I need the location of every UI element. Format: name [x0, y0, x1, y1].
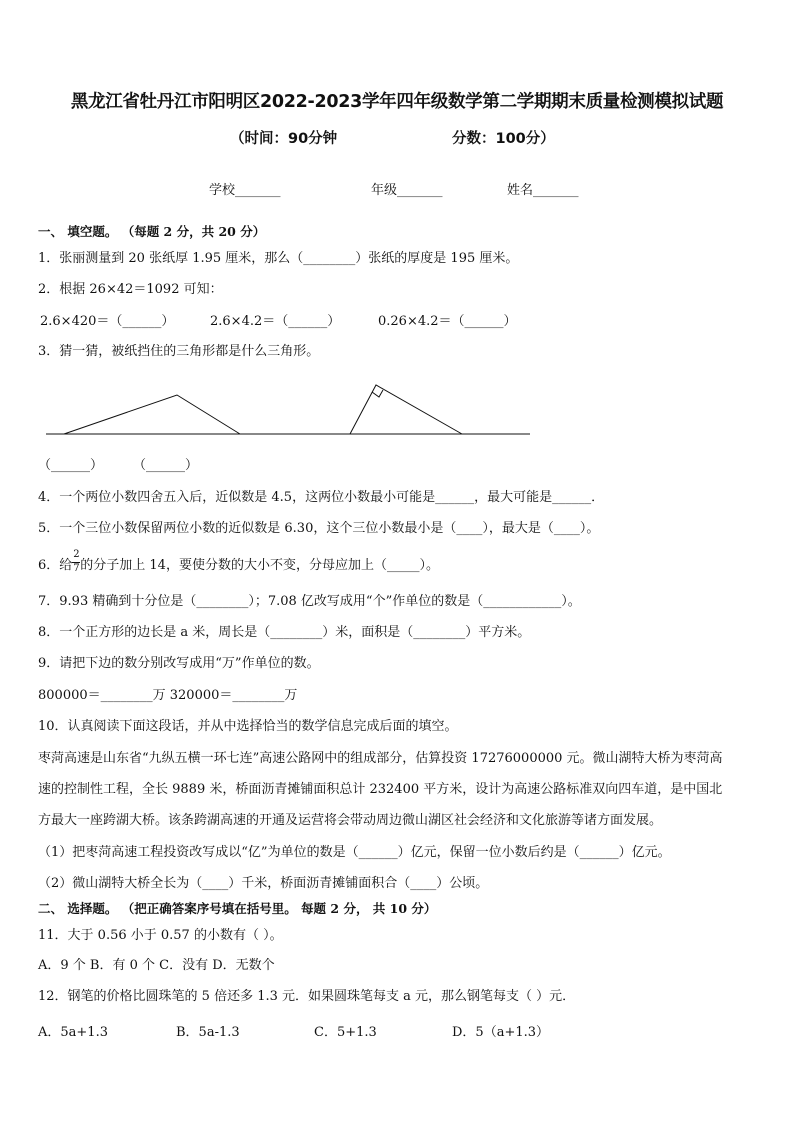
question-10-part-1: （1）把枣菏高速工程投资改写成以“亿”为单位的数是（______）亿元，保留一位小数后约是（______）亿元。 — [38, 845, 671, 860]
obtuse-triangle-hint — [64, 395, 240, 434]
question-2c[interactable]: 0.26×4.2＝（______） — [378, 314, 517, 329]
question-1: 1．张丽测量到 20 张纸厚 1.95 厘米，那么（________）张纸的厚度是 195 厘米。 — [38, 251, 519, 266]
question-5: 5．一个三位小数保留两位小数的近似数是 6.30，这个三位小数最小是（____），最大是（____）。 — [38, 521, 600, 536]
question-6 — [38, 549, 439, 574]
question-10: 10．认真阅读下面这段话，并从中选择恰当的数学信息完成后面的填空。 — [38, 719, 458, 734]
exam-score: 分数：100分） — [452, 131, 555, 147]
right-angle-mark — [372, 390, 383, 397]
question-7: 7．9.93 精确到十分位是（________）；7.08 亿改写成用“个”作单位的数是（____________）。 — [38, 594, 581, 609]
question-11: 11．大于 0.56 小于 0.57 的小数有（ ）。 — [38, 928, 283, 943]
section-1-heading: 一、 填空题。 （每题 2 分，共 20 分） — [38, 224, 266, 239]
grade-field[interactable]: 年级_______ — [371, 183, 443, 198]
question-9-answers[interactable]: 800000＝________万 320000＝________万 — [38, 688, 298, 703]
question-9: 9．请把下边的数分别改写成用“万”作单位的数。 — [38, 656, 320, 671]
right-triangle-hint — [350, 385, 462, 434]
name-field[interactable]: 姓名_______ — [507, 183, 579, 198]
fraction-two-sevenths — [72, 549, 80, 574]
triangle-figures — [0, 378, 794, 444]
question-3: 3．猜一猜，被纸挡住的三角形都是什么三角形。 — [38, 344, 320, 359]
question-2b[interactable]: 2.6×4.2＝（______） — [210, 314, 341, 329]
fraction-denominator: 7 — [73, 563, 80, 574]
exam-title: 黑龙江省牡丹江市阳明区2022-2023学年四年级数学第二学期期末质量检测模拟试题 — [70, 92, 724, 112]
question-2: 2．根据 26×42＝1092 可知： — [38, 282, 223, 297]
question-10-part-2: （2）微山湖特大桥全长为（____）千米，桥面沥青摊铺面积合（____）公顷。 — [38, 876, 489, 891]
question-4: 4．一个两位小数四舍五入后，近似数是 4.5，这两位小数最小可能是______，最大可能是______． — [38, 490, 605, 505]
section-2-heading: 二、 选择题。 （把正确答案序号填在括号里。 每题 2 分， 共 10 分） — [38, 901, 437, 916]
question-12-option-c[interactable]: C．5+1.3 — [314, 1025, 377, 1040]
question-3b-answer[interactable]: （______） — [133, 458, 199, 473]
question-12-option-d[interactable]: D．5（a+1.3） — [452, 1025, 550, 1040]
question-11-options[interactable]: A．9 个 B．有 0 个 C．没有 D．无数个 — [38, 958, 275, 973]
fraction-numerator: 2 — [73, 549, 80, 560]
question-10-passage-line-1: 枣菏高速是山东省“九纵五横一环七连”高速公路网中的组成部分，估算投资 17276000000 元。微山湖特大桥为枣菏高 — [38, 751, 723, 766]
question-6-suffix: 的分子加上 14，要使分数的大小不变，分母应加上（_____）。 — [80, 558, 439, 573]
question-8: 8．一个正方形的边长是 a 米，周长是（________）米，面积是（________）平方米。 — [38, 625, 531, 640]
question-3a-answer[interactable]: （______） — [38, 458, 104, 473]
school-field[interactable]: 学校_______ — [209, 183, 281, 198]
question-12-option-a[interactable]: A．5a+1.3 — [38, 1025, 108, 1040]
question-6-prefix: 6．给 — [38, 558, 73, 573]
exam-time: （时间：90分钟 — [230, 131, 338, 147]
question-10-passage-line-2: 速的控制性工程，全长 9889 米，桥面沥青摊铺面积总计 232400 平方米，设计为高速公路标准双向四车道，是中国北 — [38, 782, 723, 797]
question-10-passage-line-3: 方最大一座跨湖大桥。该条跨湖高速的开通及运营将会带动周边微山湖区社会经济和文化旅游等诸方面发展。 — [38, 813, 663, 828]
question-12: 12．钢笔的价格比圆珠笔的 5 倍还多 1.3 元．如果圆珠笔每支 a 元，那么钢笔每支（ ）元． — [38, 989, 576, 1004]
question-12-option-b[interactable]: B．5a-1.3 — [176, 1025, 240, 1040]
question-2a[interactable]: 2.6×420＝（______） — [40, 314, 175, 329]
